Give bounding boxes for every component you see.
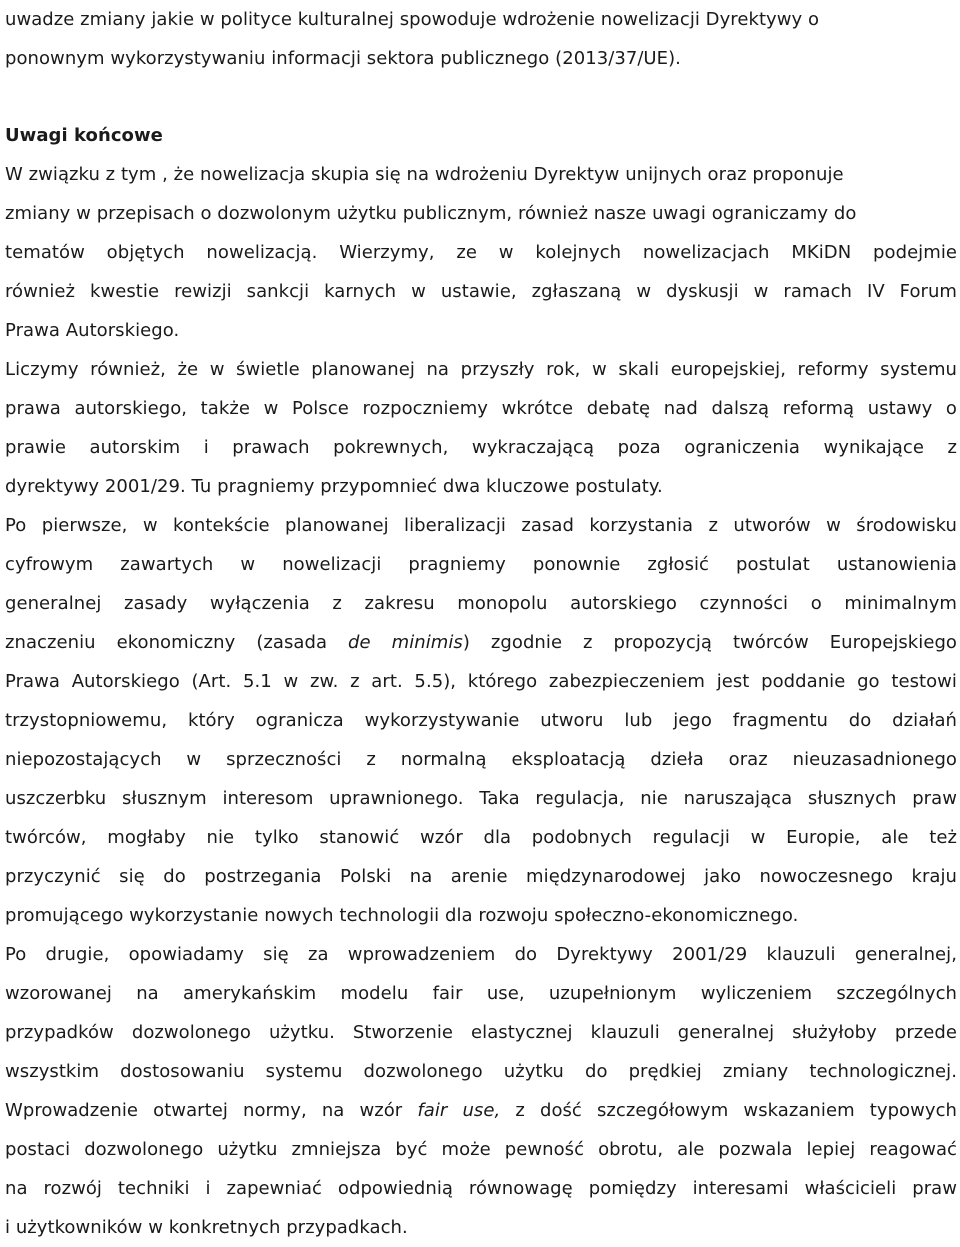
- paragraph-gap: [5, 78, 957, 116]
- text-line: przyczynić się do postrzegania Polski na arenie międzynarodowej jako nowoczesnego kraju: [5, 866, 957, 887]
- text-line: tematów objętych nowelizacją. Wierzymy, ze w kolejnych nowelizacjach MKiDN podejmie: [5, 242, 957, 263]
- text-line: prawa autorskiego, także w Polsce rozpoczniemy wkrótce debatę nad dalszą reformą ustawy o: [5, 398, 957, 419]
- text-line: trzystopniowemu, który ogranicza wykorzystywanie utworu lub jego fragmentu do działań: [5, 710, 957, 731]
- paragraph-first-postulate: [5, 506, 957, 935]
- paragraph-second-postulate: [5, 935, 957, 1247]
- document-page: [5, 0, 957, 1247]
- text-line: Po pierwsze, w kontekście planowanej liberalizacji zasad korzystania z utworów w środowisku: [5, 515, 957, 536]
- text-line: niepozostających w sprzeczności z normalną eksploatacją dzieła oraz nieuzasadnionego: [5, 749, 957, 770]
- text-line: również kwestie rewizji sankcji karnych w ustawie, zgłaszaną w dyskusji w ramach IV Forum: [5, 281, 957, 302]
- text-line: uszczerbku słusznym interesom uprawnionego. Taka regulacja, nie naruszająca słusznych praw: [5, 788, 957, 809]
- text-run: z dość szczegółowym wskazaniem typowych: [500, 1100, 957, 1121]
- text-line: Prawa Autorskiego.: [5, 320, 180, 341]
- text-line: i użytkowników w konkretnych przypadkach.: [5, 1217, 408, 1238]
- italic-term: de minimis: [348, 632, 463, 653]
- text-line: uwadze zmiany jakie w polityce kulturalnej spowoduje wdrożenie nowelizacji Dyrektywy o: [5, 9, 820, 30]
- text-line: Prawa Autorskiego (Art. 5.1 w zw. z art. 5.5), którego zabezpieczeniem jest poddanie go testowi: [5, 671, 957, 692]
- text-line: [5, 623, 957, 662]
- text-line: Po drugie, opowiadamy się za wprowadzeniem do Dyrektywy 2001/29 klauzuli generalnej,: [5, 944, 957, 965]
- text-line: promującego wykorzystanie nowych technologii dla rozwoju społeczno-ekonomicznego.: [5, 905, 799, 926]
- text-line: Liczymy również, że w świetle planowanej na przyszły rok, w skali europejskiej, reformy systemu: [5, 359, 957, 380]
- text-line: twórców, mogłaby nie tylko stanowić wzór dla podobnych regulacji w Europie, ale też: [5, 827, 957, 848]
- text-line: W związku z tym , że nowelizacja skupia się na wdrożeniu Dyrektyw unijnych oraz proponuje: [5, 164, 844, 185]
- text-line: na rozwój techniki i zapewniać odpowiednią równowagę pomiędzy interesami właścicieli praw: [5, 1178, 957, 1199]
- text-line: ponownym wykorzystywaniu informacji sektora publicznego (2013/37/UE).: [5, 48, 681, 69]
- text-line: przypadków dozwolonego użytku. Stworzenie elastycznej klauzuli generalnej służyłoby przede: [5, 1022, 957, 1043]
- paragraph-reform-hope: [5, 350, 957, 506]
- italic-term: fair use,: [417, 1100, 501, 1121]
- text-run: znaczeniu ekonomiczny (zasada: [5, 632, 349, 653]
- text-run: Wprowadzenie otwartej normy, na wzór: [5, 1100, 418, 1121]
- text-line: dyrektywy 2001/29. Tu pragniemy przypomnieć dwa kluczowe postulaty.: [5, 476, 663, 497]
- intro-paragraph: [5, 0, 957, 78]
- text-run: ) zgodnie z propozycją twórców Europejskiego: [462, 632, 957, 653]
- text-line: cyfrowym zawartych w nowelizacji pragniemy ponownie zgłosić postulat ustanowienia: [5, 554, 957, 575]
- text-line: wzorowanej na amerykańskim modelu fair use, uzupełnionym wyliczeniem szczególnych: [5, 983, 957, 1004]
- text-line: [5, 1091, 957, 1130]
- text-line: generalnej zasady wyłączenia z zakresu monopolu autorskiego czynności o minimalnym: [5, 593, 957, 614]
- text-line: prawie autorskim i prawach pokrewnych, wykraczającą poza ograniczenia wynikające z: [5, 437, 957, 458]
- paragraph-final-remarks: [5, 155, 957, 350]
- text-line: wszystkim dostosowaniu systemu dozwolonego użytku do prędkiej zmiany technologicznej.: [5, 1061, 957, 1082]
- text-line: zmiany w przepisach o dozwolonym użytku publicznym, również nasze uwagi ograniczamy do: [5, 203, 857, 224]
- text-line: postaci dozwolonego użytku zmniejsza być może pewność obrotu, ale pozwala lepiej reagować: [5, 1139, 957, 1160]
- section-title: Uwagi końcowe: [5, 125, 163, 146]
